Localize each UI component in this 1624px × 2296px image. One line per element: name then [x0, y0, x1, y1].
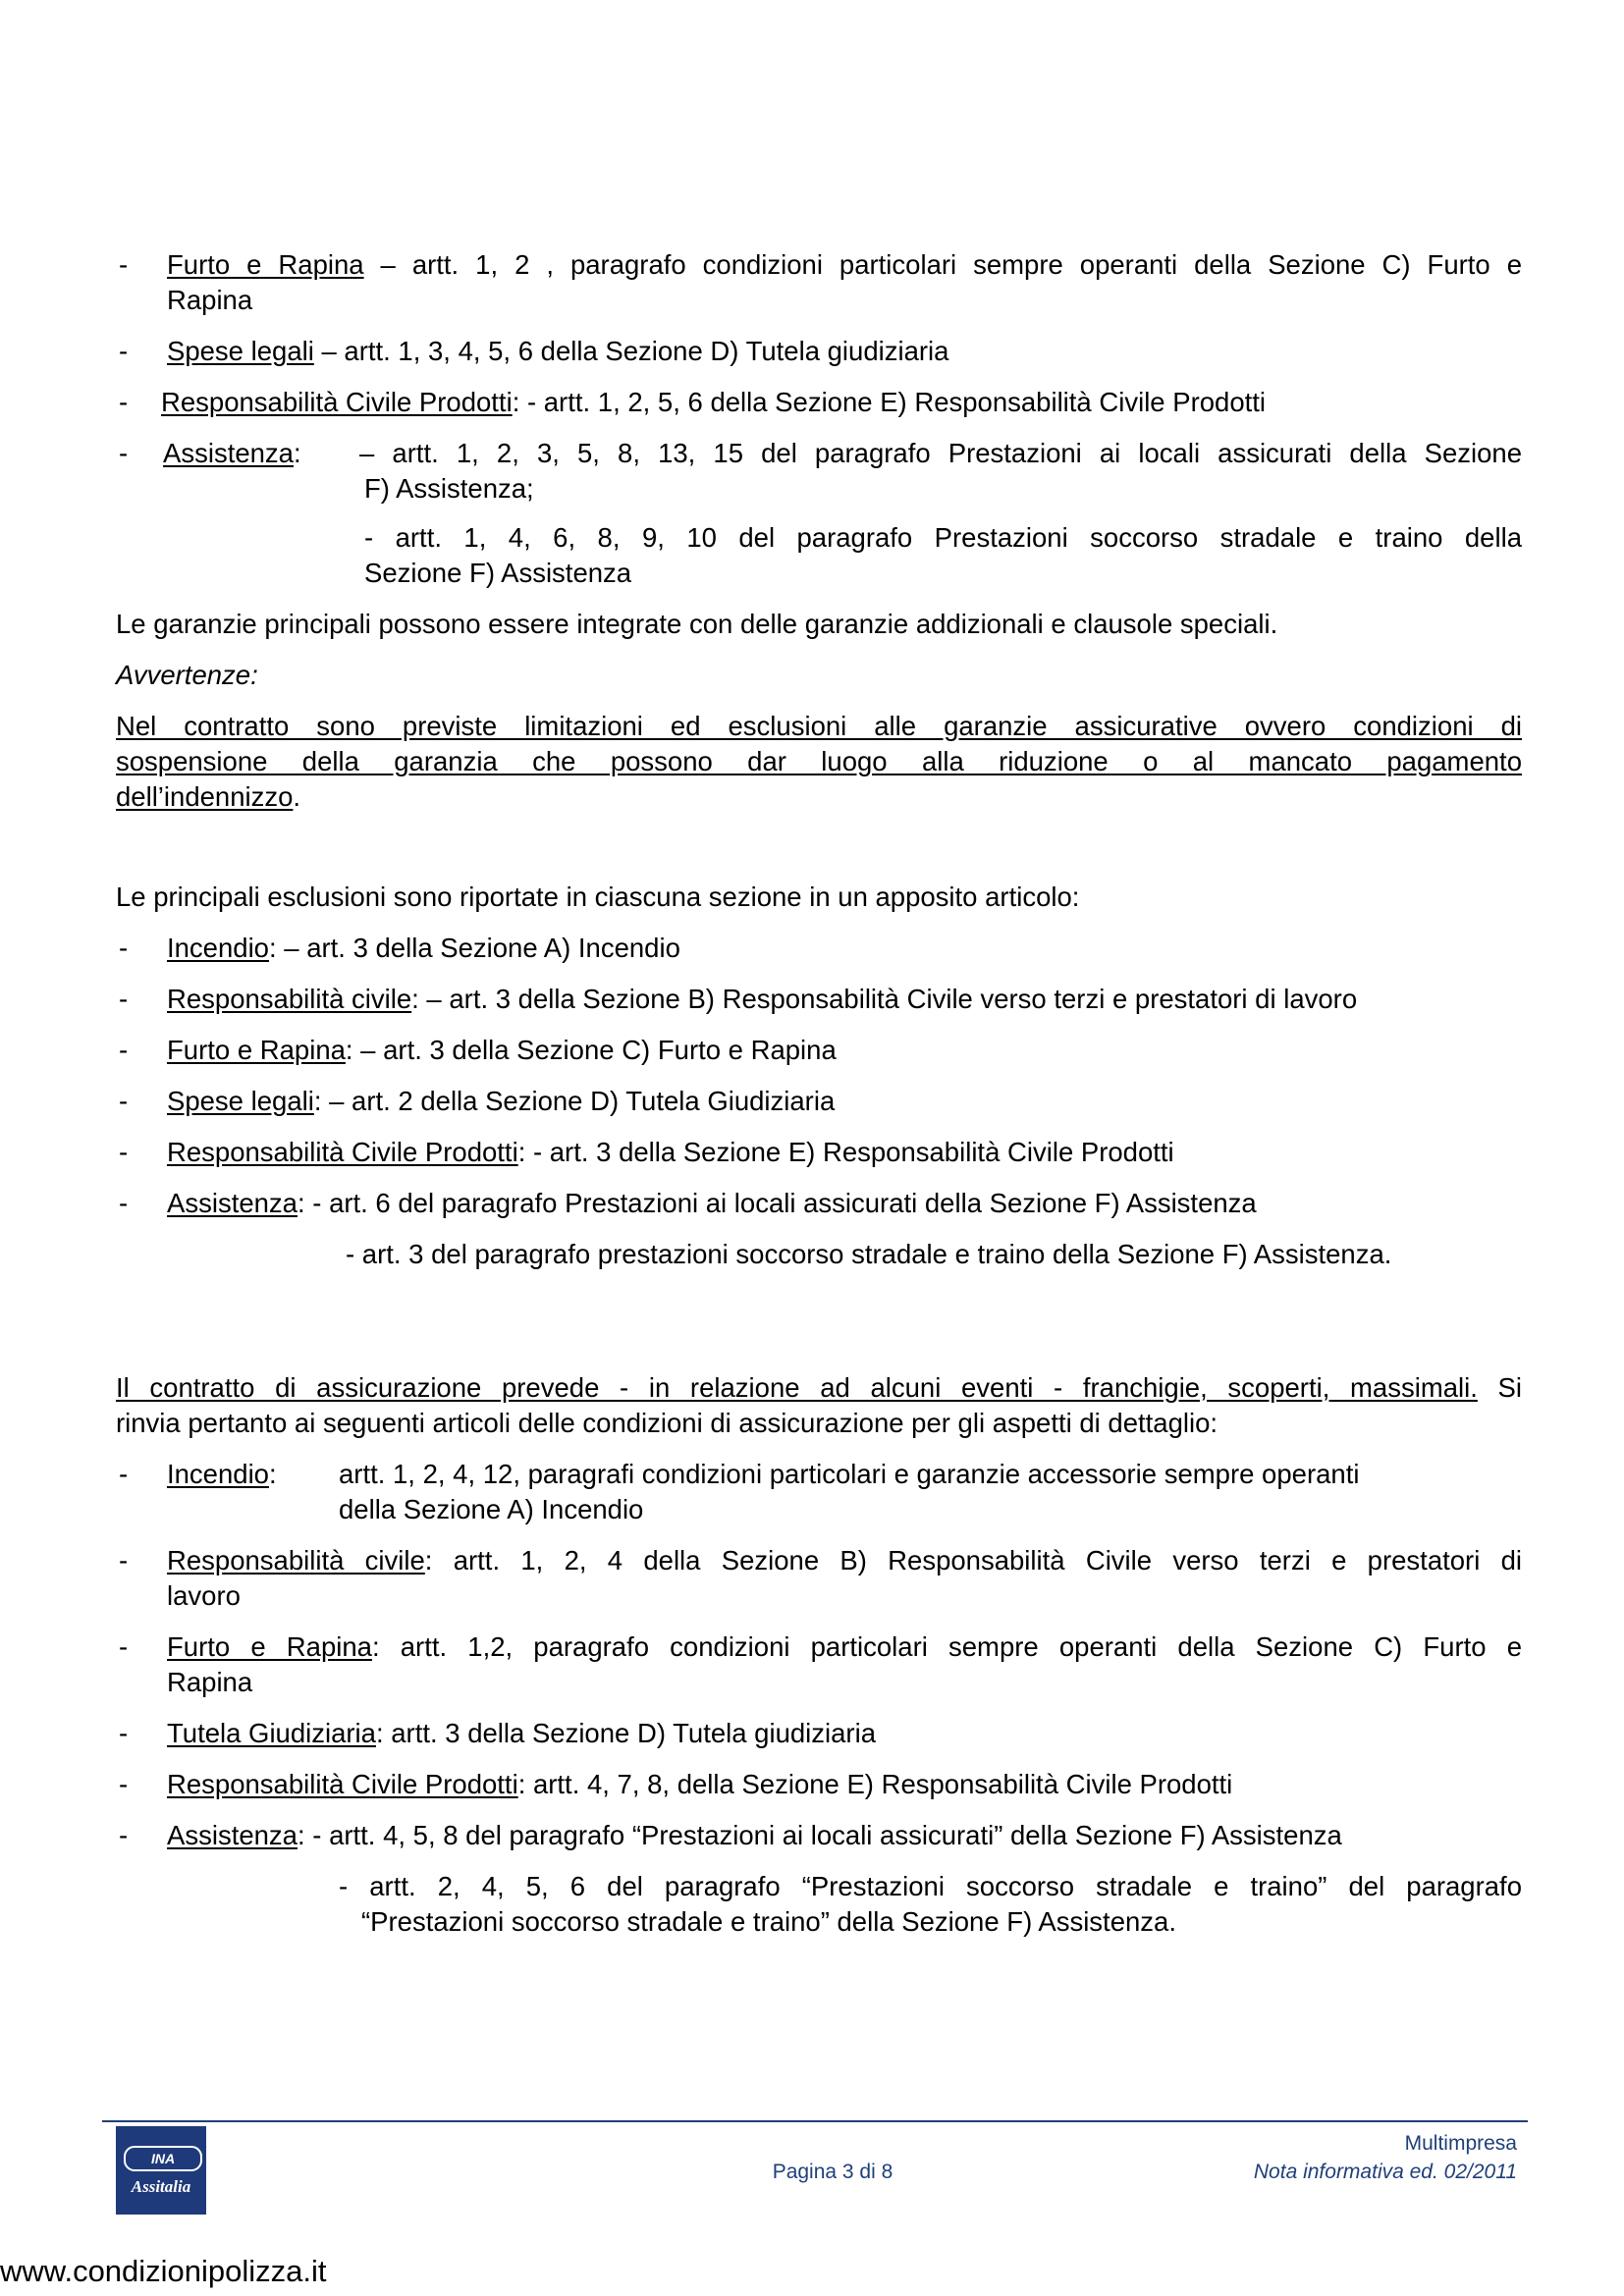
underlined-text: sospensione della garanzia che possono dar luogo alla riduzione o al mancato pagamento: [116, 746, 1522, 776]
item-label: Incendio: [167, 933, 269, 963]
list-dash: -: [119, 1035, 129, 1065]
avvertenze-line: [116, 779, 300, 815]
list-item-assistenza: [163, 436, 301, 471]
item-text: : - artt. 1, 2, 5, 6 della Sezione E) Responsabilità Civile Prodotti: [512, 387, 1267, 417]
item-text: : - artt. 4, 5, 8 del paragrafo “Prestazioni ai locali assicurati” della Sezione F) Assistenza: [297, 1820, 1342, 1850]
list-dash: -: [119, 1137, 129, 1167]
underlined-text: Nel contratto sono previste limitazioni ed esclusioni alle garanzie assicurative ovvero condizioni di: [116, 711, 1522, 741]
item-text: : artt. 1, 2, 4 della Sezione B) Responsabilità Civile verso terzi e prestatori di: [424, 1545, 1522, 1575]
footer-divider: [102, 2120, 1528, 2122]
period: .: [293, 781, 301, 812]
list-dash: -: [119, 438, 129, 468]
item-text: : – art. 2 della Sezione D) Tutela Giudiziaria: [313, 1086, 836, 1116]
list-item-assistenza: [167, 1186, 1257, 1221]
list-dash: -: [119, 1631, 129, 1662]
list-dash: -: [119, 249, 129, 280]
item-colon: :: [293, 438, 301, 468]
item-colon: :: [268, 1459, 277, 1489]
item-text: : artt. 1,2, paragrafo condizioni particolari sempre operanti della Sezione C) Furto e: [371, 1631, 1523, 1662]
item-label: Assistenza: [167, 1188, 298, 1218]
contratto-line: rinvia pertanto ai seguenti articoli delle condizioni di assicurazione per gli aspetti di dettaglio:: [116, 1408, 1218, 1438]
item-text: : - art. 3 della Sezione E) Responsabilità Civile Prodotti: [517, 1137, 1174, 1167]
underlined-text: dell’indennizzo: [116, 781, 294, 812]
item-label: Assistenza: [163, 438, 294, 468]
list-item-rcp: [161, 385, 1266, 420]
item-text: : – art. 3 della Sezione B) Responsabilità Civile verso terzi e prestatori di lavoro: [411, 984, 1358, 1014]
list-dash: -: [119, 336, 129, 366]
list-dash: -: [119, 1769, 129, 1799]
list-dash: -: [119, 1459, 129, 1489]
item-text: “Prestazioni soccorso stradale e traino” della Sezione F) Assistenza.: [361, 1906, 1176, 1937]
list-dash: -: [119, 1820, 129, 1850]
list-dash: -: [119, 1545, 129, 1575]
avvertenze-heading: Avvertenze:: [116, 660, 258, 690]
logo-assitalia-text: Assitalia: [131, 2177, 191, 2196]
list-dash: -: [119, 1188, 129, 1218]
avvertenze-line: [116, 744, 1522, 779]
item-label: Tutela Giudiziaria: [167, 1718, 376, 1748]
item-label: Furto e Rapina: [167, 1631, 372, 1662]
list-item-incendio: [167, 931, 680, 966]
item-text: Rapina: [167, 1667, 253, 1697]
item-label: Spese legali: [167, 1086, 314, 1116]
item-text: - artt. 1, 4, 6, 8, 9, 10 del paragrafo Prestazioni soccorso stradale e traino della: [364, 522, 1522, 553]
paragraph-integrate: Le garanzie principali possono essere integrate con delle garanzie addizionali e clausole speciali.: [116, 609, 1278, 639]
item-label: Responsabilità Civile Prodotti: [167, 1769, 518, 1799]
item-text: – artt. 1, 2, 3, 5, 8, 13, 15 del paragrafo Prestazioni ai locali assicurati della Sezione: [359, 438, 1522, 468]
item-label: Assistenza: [167, 1820, 298, 1850]
list-item-spese: [167, 334, 948, 369]
item-text: lavoro: [167, 1580, 241, 1611]
item-text: della Sezione A) Incendio: [339, 1494, 644, 1524]
list-item-rcp: [167, 1767, 1232, 1802]
logo-ina-text: INA: [124, 2146, 202, 2171]
item-text: : – art. 3 della Sezione A) Incendio: [268, 933, 680, 963]
esclusioni-intro: Le principali esclusioni sono riportate in ciascuna sezione in un apposito articolo:: [116, 881, 1080, 912]
item-text: Sezione F) Assistenza: [364, 558, 632, 588]
list-dash: -: [119, 1718, 129, 1748]
list-dash: -: [119, 387, 129, 417]
item-text: – artt. 1, 2 , paragrafo condizioni particolari sempre operanti della Sezione C) Furto e: [363, 249, 1522, 280]
list-item-incendio: [167, 1457, 277, 1492]
list-item-furto: [167, 1629, 1522, 1665]
list-dash: -: [119, 1086, 129, 1116]
item-text: – artt. 1, 3, 4, 5, 6 della Sezione D) Tutela giudiziaria: [313, 336, 949, 366]
list-item-rc: [167, 982, 1357, 1017]
contratto-line: [116, 1370, 1522, 1406]
item-label: Responsabilità Civile Prodotti: [167, 1137, 518, 1167]
item-text: : - art. 6 del paragrafo Prestazioni ai locali assicurati della Sezione F) Assistenza: [297, 1188, 1257, 1218]
list-item-tutela: [167, 1716, 876, 1751]
item-label: Responsabilità civile: [167, 1545, 425, 1575]
item-text: : artt. 4, 7, 8, della Sezione E) Responsabilità Civile Prodotti: [517, 1769, 1233, 1799]
website-watermark: www.condizionipolizza.it: [0, 2254, 327, 2288]
list-item-rcp: [167, 1135, 1174, 1170]
product-name: Multimpresa: [1404, 2132, 1517, 2155]
list-item-assistenza: [167, 1818, 1342, 1853]
text: Si: [1477, 1372, 1523, 1403]
item-text: F) Assistenza;: [364, 473, 534, 504]
list-item-rc: [167, 1543, 1522, 1578]
item-text: - artt. 2, 4, 5, 6 del paragrafo “Prestazioni soccorso stradale e traino” del paragrafo: [339, 1871, 1522, 1901]
list-dash: -: [119, 984, 129, 1014]
item-label: Responsabilità Civile Prodotti: [161, 387, 513, 417]
item-text: artt. 1, 2, 4, 12, paragrafi condizioni particolari e garanzie accessorie sempre operanti: [339, 1459, 1360, 1489]
underlined-text: Il contratto di assicurazione prevede - in relazione ad alcuni eventi - franchigie, scoperti, massimali.: [116, 1372, 1478, 1403]
item-label: Spese legali: [167, 336, 314, 366]
item-label: Incendio: [167, 1459, 269, 1489]
list-item-furto: [167, 1033, 837, 1068]
item-text: : artt. 3 della Sezione D) Tutela giudiziaria: [375, 1718, 876, 1748]
avvertenze-line: [116, 709, 1522, 744]
item-label: Responsabilità civile: [167, 984, 412, 1014]
assitalia-logo: [116, 2126, 206, 2215]
list-item-furto: [167, 247, 1522, 283]
item-label: Furto e Rapina: [167, 1035, 346, 1065]
list-item-spese: [167, 1084, 835, 1119]
item-text: : – art. 3 della Sezione C) Furto e Rapina: [345, 1035, 837, 1065]
item-label: Furto e Rapina: [167, 249, 364, 280]
item-text-continued: Rapina: [167, 285, 253, 315]
list-dash: -: [119, 933, 129, 963]
edition-note: Nota informativa ed. 02/2011: [1253, 2161, 1517, 2183]
item-text: - art. 3 del paragrafo prestazioni soccorso stradale e traino della Sezione F) Assistenza.: [346, 1239, 1392, 1269]
page-number: Pagina 3 di 8: [772, 2161, 893, 2183]
